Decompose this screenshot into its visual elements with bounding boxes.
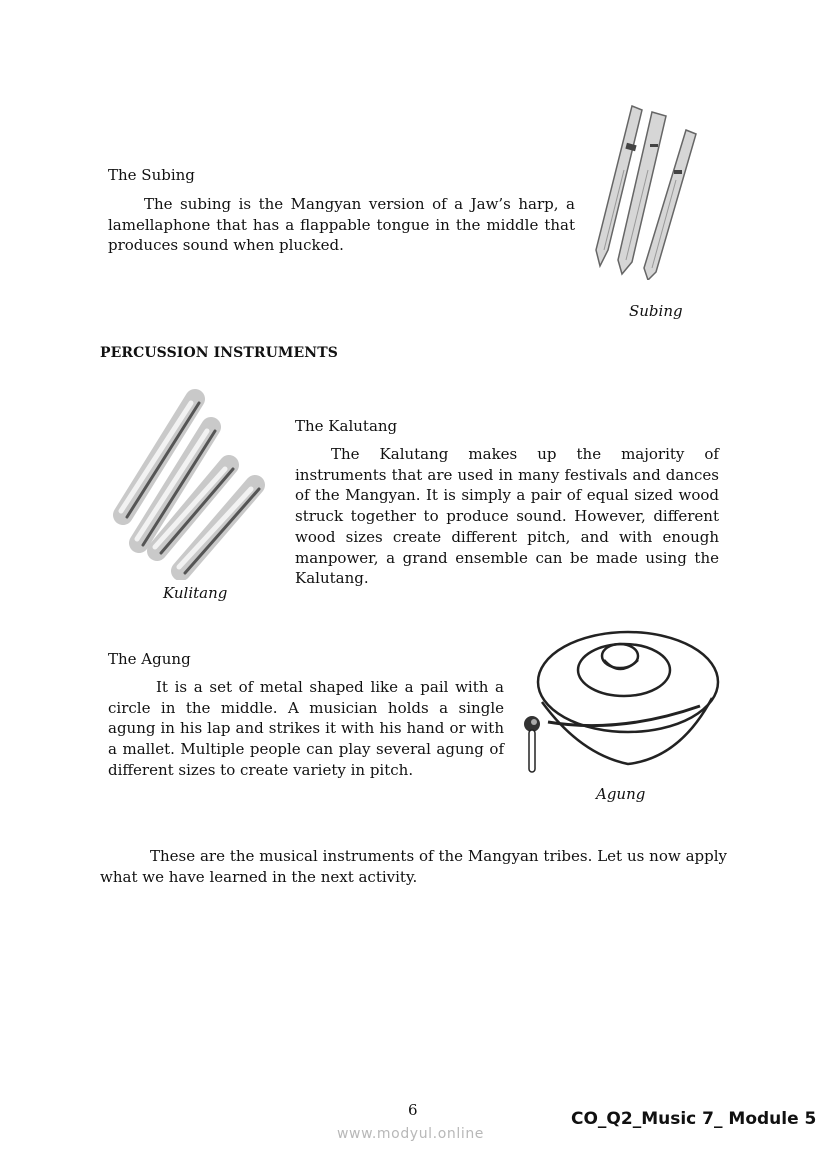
agung-title: The Agung [108, 650, 191, 668]
module-code: CO_Q2_Music 7_ Module 5 [571, 1109, 817, 1129]
closing-paragraph: These are the musical instruments of the Mangyan tribes. Let us now apply what we have learned in the next activity. [100, 847, 727, 886]
subing-body: The subing is the Mangyan version of a Jaw’s harp, a lamellaphone that has a flappable tongue in the middle that produces sound when plucked. [108, 195, 575, 255]
agung-body: It is a set of metal shaped like a pail with a circle in the middle. A musician holds a single agung in his lap and strikes it with his hand or with a mallet. Multiple people can play several agung of different sizes to create variety in pitch. [108, 678, 504, 779]
kalutang-title: The Kalutang [295, 417, 398, 435]
subing-title: The Subing [108, 166, 195, 184]
section-heading-percussion: PERCUSSION INSTRUMENTS [100, 345, 338, 361]
page-number: 6 [408, 1101, 418, 1119]
subing-illustration [588, 100, 728, 280]
subing-caption: Subing [629, 302, 683, 320]
agung-caption: Agung [596, 785, 646, 803]
kalutang-body: The Kalutang makes up the majority of instruments that are used in many festivals and dances of the Mangyan. It is simply a pair of equal sized wood struck together to produce sound. However, different wood sizes create different pitch, and with enough manpower, a grand ensemble can be made using the Kalutang. [295, 445, 719, 588]
kalutang-caption: Kulitang [163, 584, 228, 602]
watermark: www.modyul.online [337, 1126, 485, 1142]
kalutang-illustration [105, 385, 280, 580]
agung-illustration [520, 626, 720, 778]
